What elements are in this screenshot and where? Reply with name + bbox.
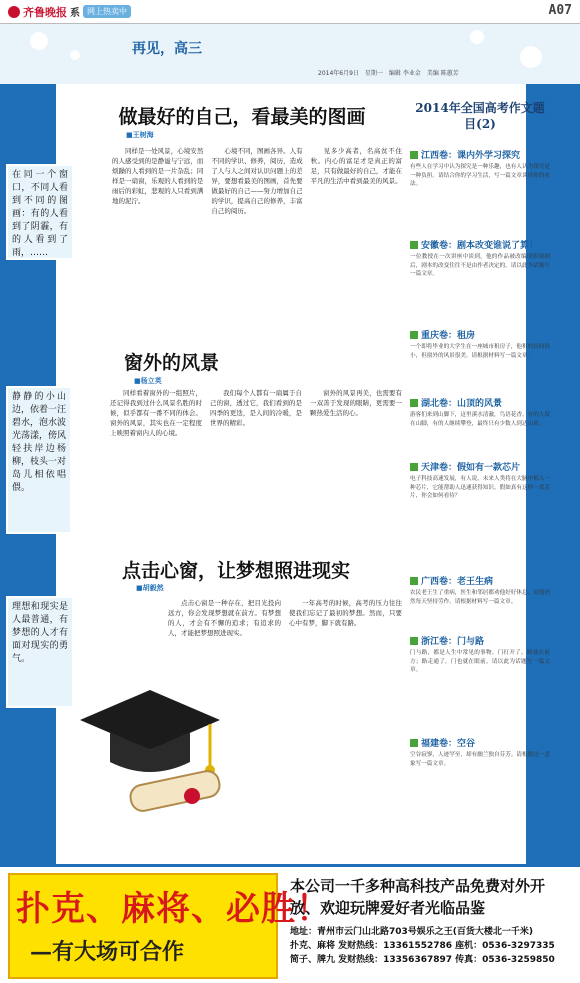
essay-topic (410, 460, 550, 501)
topic-text: 有些人在学习中认为探究是一种乐趣，也有人认为探究是一种负担。请结合你的学习生活，写一篇文章谈谈你的看法。 (410, 164, 550, 188)
ad-slogan: 本公司一千多种高科技产品免费对外开放、欢迎玩牌爱好者光临品鉴 (290, 877, 546, 917)
ad-banner (8, 873, 331, 979)
designer-credit: 美编 陈蕙芳 (426, 70, 459, 77)
topic-text: 门与路，都是人生中常见的事物。门打开了，路就在前方；路走通了，门也就在眼前。请以此为话题写一篇文章。 (410, 650, 550, 674)
article-paragraph: 一年高考的时候，高考的压力往往使我们忘记了最初的梦想。然而，只要心中有梦，脚下就有路。 (289, 599, 402, 627)
paper-name: 齐鲁晚报 (23, 5, 67, 19)
topic-title: 湖北卷：山顶的风景 (421, 399, 503, 409)
article-paragraph: 见多少高者，名高贫不住秋。内心的富足才是真正的富足，只有做最好的自己，才能在平凡的生活中看到最美的风景。 (310, 147, 402, 185)
ad-phone-line: 扑克、麻将 发财热线：13361552786 座机：0536-3297335 (290, 941, 555, 951)
page-number: A07 (548, 3, 572, 18)
article-paragraph: 同样是一处风景，心境安然的人感受到的是静谧与宁远，而烦躁的人看到的是一片杂乱；同样是一扇窗，乐观的人看到的是雨后的彩虹，悲观的人只看到满地的泥泞。 (112, 147, 204, 205)
ad-address: 地址：青州市云门山北路703号娱乐之王(百货大楼北一千米) (290, 927, 534, 937)
topic-text: 空谷寂寥，人迹罕至，却有幽兰独自芬芳。请根据这一意象写一篇文章。 (410, 752, 550, 767)
article-paragraph: 点击心窗是一种存在，把目光投向远方，你会发现梦想就在前方。有梦想的人，才会有不懈的追求；有追求的人，才能把梦想照进现实。 (168, 599, 281, 637)
essay-topic (410, 574, 550, 606)
section-tag: 网上热卖中 (83, 5, 131, 18)
section-title: 再见，高三 (132, 41, 202, 57)
topic-text: 一位教授在一次讲座中谈到，他的作品被改编成影视剧后，剧本的改变往往不是由作者决定的。请以此为话题写一篇文章。 (410, 254, 550, 278)
article-headline: 窗外的风景 (124, 352, 220, 374)
article-byline: ■王树海 (126, 131, 154, 139)
teaser-box: 理想和现实是人最普通，有梦想的人才有面对现实的勇气。 (6, 596, 74, 708)
essay-topic (410, 238, 550, 279)
bullet-icon (410, 637, 418, 645)
topic-text: 游客们来到山脚下，这里溪水清澈，鸟语花香。有的人留在山脚，有的人继续攀登，最终只有少数人到达山顶。 (410, 412, 550, 427)
issue-weekday: 星期一 (364, 70, 383, 77)
essay-topic (410, 148, 550, 189)
essay-topic (410, 736, 550, 768)
bullet-icon (410, 739, 418, 747)
topic-text: 一个即将毕业的大学生在一座城市租房子，他租的房间很小，但窗外的风景很美。请根据材料写一篇文章。 (410, 344, 550, 359)
issue-meta (318, 68, 459, 77)
ad-subheadline: —有大场可合作 (30, 939, 185, 965)
essay-topic (410, 634, 550, 675)
topic-title: 江西卷：课内外学习探究 (421, 151, 521, 161)
bullet-icon (410, 241, 418, 249)
essay-topic (410, 396, 550, 428)
article-paragraph: 同样看着窗外的一组照片，还记得我到过什么风景名胜的时候，似乎都有一番不同的体会。窗外的风景，其实也在一定程度上映照着窗内人的心境。 (110, 389, 202, 437)
issue-date: 2014年6月9日 (318, 70, 359, 77)
article-byline: ■杨立英 (134, 377, 162, 385)
topic-text: 农民老王生了重病，医生和邻居都劝他好好休息，而他仍然每天坚持劳作。请根据材料写一篇文章。 (410, 590, 550, 605)
bullet-icon (410, 331, 418, 339)
essay-topic (410, 328, 550, 360)
topic-title: 广西卷：老王生病 (421, 577, 494, 587)
article-headline: 做最好的自己，看最美的图画 (118, 106, 366, 128)
article-body (110, 388, 402, 554)
section-banner (0, 24, 580, 84)
topic-title: 福建卷：空谷 (421, 739, 476, 749)
bullet-icon (410, 463, 418, 471)
bullet-icon (410, 151, 418, 159)
sidebar-title: 2014年全国高考作文题目(2) (415, 101, 545, 131)
teaser-box: 静静的小山边，依着一汪碧水，泡水波光荡漾，傍风轻扶岸边杨柳，枝头一对岛儿相依唱偎。 (6, 386, 72, 534)
article-byline: ■胡毅然 (136, 584, 164, 592)
ad-phone-line: 简子、牌九 发财热线：13356367897 传真：0536-3259850 (290, 955, 555, 965)
article-headline: 点击心窗，让梦想照进现实 (122, 560, 351, 582)
paper-logo (8, 4, 131, 20)
ad-contact (290, 925, 574, 967)
bullet-icon (410, 577, 418, 585)
topic-title: 浙江卷：门与路 (421, 637, 485, 647)
article-paragraph: 窗外的风景再美，也需要有一双善于发现的眼睛，更需要一颗热爱生活的心。 (310, 389, 402, 417)
topic-title: 重庆卷：租房 (421, 331, 476, 341)
article-paragraph: 我们每个人都有一扇属于自己的窗，透过它，我们看到的是四季的更迭，是人间的冷暖，是世界的精彩。 (210, 389, 302, 427)
bullet-icon (410, 399, 418, 407)
graduation-cap-icon (70, 670, 230, 830)
logo-mark-icon (8, 6, 20, 18)
sidebar (410, 100, 550, 870)
advertisement (0, 864, 580, 983)
topic-title: 安徽卷：剧本改变谁说了算！ (421, 241, 539, 251)
paper-suffix: 系 (70, 8, 80, 19)
topic-text: 电子科技高速发展，有人说，未来人类将在大脑中植入一种芯片，它能帮助人迅速获得知识。假如真有这样一款芯片，你会如何看待？ (410, 476, 550, 500)
editor-credit: 编辑 李业金 (388, 70, 421, 77)
page-header (0, 0, 580, 24)
topic-title: 天津卷：假如有一款芯片 (421, 463, 521, 473)
article-paragraph: 心境不同，图画各异。人有不同的学识、修养，阅历，造成了人与人之间对认识问题上的差异，要想看最美的图画，首先要做最好的自己——努力增加自己的学识，提高自己的修养，丰富自己的阅历。 (211, 147, 303, 215)
ad-headline: 扑克、麻将、必胜！ (16, 889, 331, 929)
teaser-box: 在同一个窗口，不同人看到不同的图画：有的人看到了阴霾，有的人看到了雨，…… (6, 164, 74, 260)
